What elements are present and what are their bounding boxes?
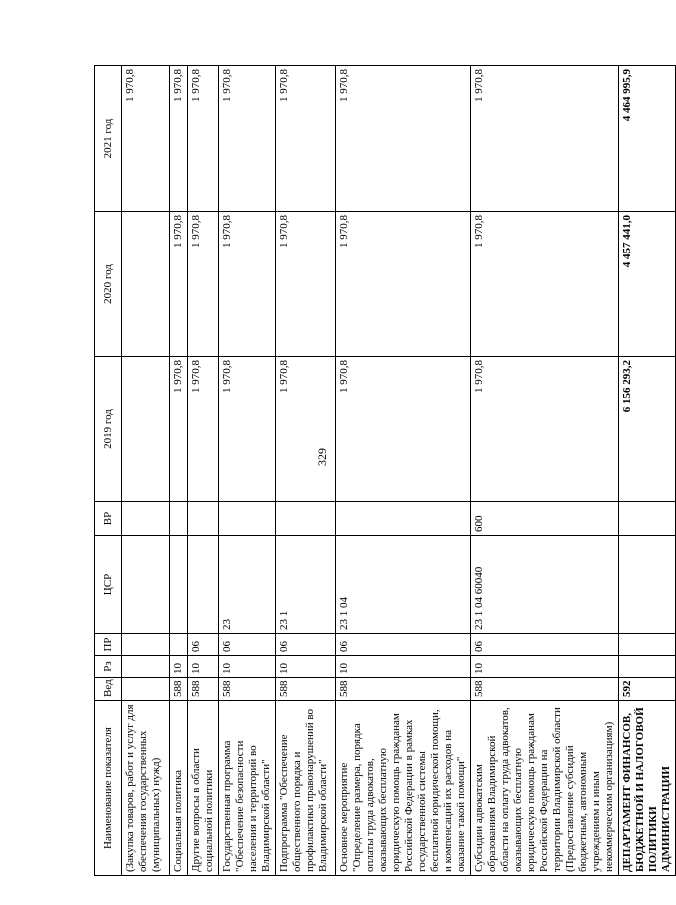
row-pr (122, 634, 170, 656)
row-rz: 10 (336, 656, 471, 678)
row-2021: 1 970,8 (276, 66, 336, 212)
row-csr: 23 (219, 536, 276, 634)
row-rz: 10 (471, 656, 619, 678)
row-vr (122, 502, 170, 536)
header-name: Наименование показателя (95, 701, 122, 876)
row-2020: 1 970,8 (471, 212, 619, 357)
row-pr: 06 (188, 634, 219, 656)
row-2021: 1 970,8 (122, 66, 170, 212)
table-row (188, 66, 219, 876)
table-row (276, 66, 336, 876)
row-name: Государственная программа "Обеспечение безопасности населения и территорий во Владимирской области" (219, 701, 276, 876)
row-vr (619, 502, 676, 536)
row-2019: 1 970,8 (219, 357, 276, 502)
row-rz: 10 (170, 656, 188, 678)
row-pr: 06 (276, 634, 336, 656)
row-pr (170, 634, 188, 656)
row-rz: 10 (188, 656, 219, 678)
row-2019: 1 970,8 (336, 357, 471, 502)
row-2019: 1 970,8 (170, 357, 188, 502)
row-2019: 1 970,8 (188, 357, 219, 502)
row-2021: 1 970,8 (188, 66, 219, 212)
row-pr (619, 634, 676, 656)
row-2020: 1 970,8 (188, 212, 219, 357)
row-2020: 1 970,8 (276, 212, 336, 357)
row-2020: 1 970,8 (170, 212, 188, 357)
row-ved: 588 (170, 678, 188, 701)
row-2021: 1 970,8 (336, 66, 471, 212)
header-pr: ПР (95, 634, 122, 656)
row-vr (170, 502, 188, 536)
row-2021: 1 970,8 (170, 66, 188, 212)
table-row (336, 66, 471, 876)
row-2020: 1 970,8 (219, 212, 276, 357)
row-2020: 1 970,8 (336, 212, 471, 357)
row-vr (188, 502, 219, 536)
row-ved: 588 (276, 678, 336, 701)
row-ved: 588 (471, 678, 619, 701)
row-2021: 1 970,8 (471, 66, 619, 212)
row-2019: 6 156 293,2 (619, 357, 676, 502)
header-2020: 2020 год (95, 212, 122, 357)
row-name: Социальная политика (170, 701, 188, 876)
row-csr (122, 536, 170, 634)
header-vr: ВР (95, 502, 122, 536)
row-ved (122, 678, 170, 701)
row-rz (122, 656, 170, 678)
row-csr: 23 1 04 (336, 536, 471, 634)
row-ved: 588 (219, 678, 276, 701)
header-2019: 2019 год (95, 357, 122, 502)
row-name: Подпрограмма "Обеспечение общественного порядка и профилактики правонарушений во Владимирской области" (276, 701, 336, 876)
row-ved: 588 (188, 678, 219, 701)
row-pr: 06 (471, 634, 619, 656)
page-number: 329 (315, 448, 329, 466)
row-vr (219, 502, 276, 536)
row-name: ДЕПАРТАМЕНТ ФИНАНСОВ, БЮДЖЕТНОЙ И НАЛОГОВОЙ ПОЛИТИКИ АДМИНИСТРАЦИИ (619, 701, 676, 876)
header-csr: ЦСР (95, 536, 122, 634)
row-rz (619, 656, 676, 678)
row-csr (188, 536, 219, 634)
row-csr: 23 1 (276, 536, 336, 634)
row-2019: 1 970,8 (276, 357, 336, 502)
table-row (122, 66, 170, 876)
row-2021: 1 970,8 (219, 66, 276, 212)
row-rz: 10 (219, 656, 276, 678)
rotated-table-container (94, 66, 672, 876)
row-name: (Закупка товаров, работ и услуг для обеспечения государственных (муниципальных) нужд) (122, 701, 170, 876)
table-header-row (95, 66, 122, 876)
row-pr: 06 (336, 634, 471, 656)
row-rz: 10 (276, 656, 336, 678)
row-csr (619, 536, 676, 634)
row-2019: 1 970,8 (471, 357, 619, 502)
table-row (471, 66, 619, 876)
table-row (170, 66, 188, 876)
row-2020 (122, 212, 170, 357)
row-vr (336, 502, 471, 536)
row-2020: 4 457 441,0 (619, 212, 676, 357)
row-2019 (122, 357, 170, 502)
row-ved: 588 (336, 678, 471, 701)
row-csr: 23 1 04 60040 (471, 536, 619, 634)
row-name: Субсидии адвокатским образованиям Владимирской области на оплату труда адвокатов, оказывающих бесплатную юридическую помощь гражданам Российской Федерации на территории Владимирской области (Предоставление субсидий бюджетным, автономным учреждениям и иным некоммерческим организациям) (471, 701, 619, 876)
row-vr: 600 (471, 502, 619, 536)
row-vr (276, 502, 336, 536)
budget-table (94, 65, 676, 876)
row-2021: 4 464 995,9 (619, 66, 676, 212)
header-rz: Рз (95, 656, 122, 678)
header-ved: Вед (95, 678, 122, 701)
row-pr: 06 (219, 634, 276, 656)
row-csr (170, 536, 188, 634)
row-name: Другие вопросы в области социальной политики (188, 701, 219, 876)
row-ved: 592 (619, 678, 676, 701)
table-row-department (619, 66, 676, 876)
header-2021: 2021 год (95, 66, 122, 212)
table-row (219, 66, 276, 876)
row-name: Основное мероприятие "Определение размера, порядка оплаты труда адвокатов, оказывающих бесплатную юридическую помощь гражданам Российской Федерации в рамках государственной системы бесплатной юридической помощи, и компенсаций их расходов на оказание такой помощи" (336, 701, 471, 876)
